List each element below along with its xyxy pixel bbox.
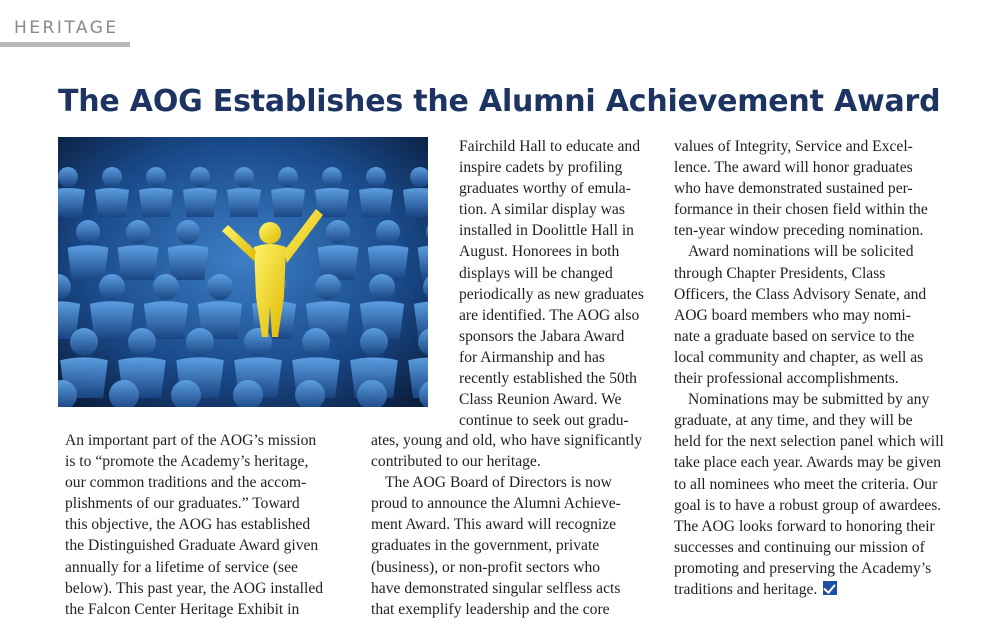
text-line: annually for a lifetime of service (see bbox=[65, 558, 298, 576]
text-line: held for the next selection panel which will bbox=[674, 433, 944, 451]
text-line: values of Integrity, Service and Excel- bbox=[674, 138, 913, 155]
text-line: ten-year window preceding nomination. bbox=[674, 222, 924, 240]
text-line: promoting and preserving the Academy’s bbox=[674, 559, 932, 577]
text-line: our common traditions and the accom- bbox=[65, 474, 307, 492]
hero-image bbox=[58, 137, 428, 407]
column-3 bbox=[674, 136, 952, 600]
paragraph bbox=[371, 430, 649, 472]
paragraph bbox=[371, 472, 649, 620]
text-line: to all nominees who meet the criteria. Our bbox=[674, 475, 938, 493]
text-line: who have demonstrated sustained per- bbox=[674, 180, 913, 198]
text-line: that exemplify leadership and the core bbox=[371, 600, 610, 618]
text-line: goal is to have a robust group of awardees. bbox=[674, 496, 942, 514]
text-line: Officers, the Class Advisory Senate, and bbox=[674, 285, 927, 303]
text-line: The AOG looks forward to honoring their bbox=[674, 517, 935, 535]
text-line: the Distinguished Graduate Award given bbox=[65, 537, 319, 555]
text-line: An important part of the AOG’s mission bbox=[65, 432, 317, 449]
text-line: Class Reunion Award. We bbox=[459, 391, 622, 409]
text-line: below). This past year, the AOG installed bbox=[65, 579, 324, 597]
column-1 bbox=[65, 430, 333, 620]
text-line: The AOG Board of Directors is now bbox=[385, 474, 612, 492]
text-line: local community and chapter, as well as bbox=[674, 348, 924, 366]
text-line: have demonstrated singular selfless acts bbox=[371, 579, 621, 597]
text-line: formance in their chosen field within the bbox=[674, 201, 928, 219]
column-2-bottom bbox=[371, 430, 649, 620]
section-label: HERITAGE bbox=[14, 18, 119, 38]
text-line: displays will be changed bbox=[459, 264, 613, 282]
text-line: Award nominations will be solicited bbox=[688, 243, 914, 261]
paragraph bbox=[674, 241, 952, 389]
text-line: graduates worthy of emula- bbox=[459, 180, 631, 198]
text-line: AOG board members who may nomi- bbox=[674, 306, 911, 324]
text-line: continue to seek out gradu- bbox=[459, 412, 629, 430]
text-line: installed in Doolittle Hall in bbox=[459, 222, 634, 240]
text-line: graduate, at any time, and they will be bbox=[674, 412, 913, 430]
text-line: through Chapter Presidents, Class bbox=[674, 264, 886, 282]
paragraph bbox=[674, 389, 952, 600]
article-title: The AOG Establishes the Alumni Achievement Award bbox=[58, 84, 941, 119]
paragraph bbox=[459, 136, 649, 431]
text-line: inspire cadets by profiling bbox=[459, 159, 623, 177]
text-line: contributed to our heritage. bbox=[371, 453, 541, 471]
text-line: is to “promote the Academy’s heritage, bbox=[65, 453, 309, 471]
text-line: ment Award. This award will recognize bbox=[371, 516, 617, 534]
text-line: successes and continuing our mission of bbox=[674, 538, 925, 556]
text-line: Fairchild Hall to educate and bbox=[459, 138, 640, 155]
text-line: nate a graduate based on service to the bbox=[674, 327, 915, 345]
text-line: take place each year. Awards may be given bbox=[674, 454, 942, 472]
text-line: the Falcon Center Heritage Exhibit in bbox=[65, 600, 300, 618]
text-line: lence. The award will honor graduates bbox=[674, 159, 913, 177]
text-line: August. Honorees in both bbox=[459, 243, 620, 261]
text-line: (business), or non-profit sectors who bbox=[371, 558, 601, 576]
text-line: tion. A similar display was bbox=[459, 201, 625, 219]
text-line: ates, young and old, who have significantly bbox=[371, 432, 643, 449]
paragraph bbox=[674, 136, 952, 241]
text-line: traditions and heritage. bbox=[674, 580, 818, 598]
text-line: graduates in the government, private bbox=[371, 537, 600, 555]
text-line: Nominations may be submitted by any bbox=[688, 391, 930, 409]
checkbox-check-icon bbox=[823, 581, 837, 595]
section-underline bbox=[0, 42, 130, 47]
text-line: recently established the 50th bbox=[459, 370, 637, 388]
text-line: plishments of our graduates.” Toward bbox=[65, 495, 300, 513]
text-line: sponsors the Jabara Award bbox=[459, 327, 625, 345]
text-line: periodically as new graduates bbox=[459, 285, 644, 303]
text-line: their professional accomplishments. bbox=[674, 370, 899, 388]
column-2-top bbox=[459, 136, 649, 431]
text-line: for Airmanship and has bbox=[459, 348, 605, 366]
text-line: proud to announce the Alumni Achieve- bbox=[371, 495, 621, 513]
text-line: this objective, the AOG has established bbox=[65, 516, 311, 534]
text-line: are identified. The AOG also bbox=[459, 306, 640, 324]
paragraph bbox=[65, 430, 333, 620]
